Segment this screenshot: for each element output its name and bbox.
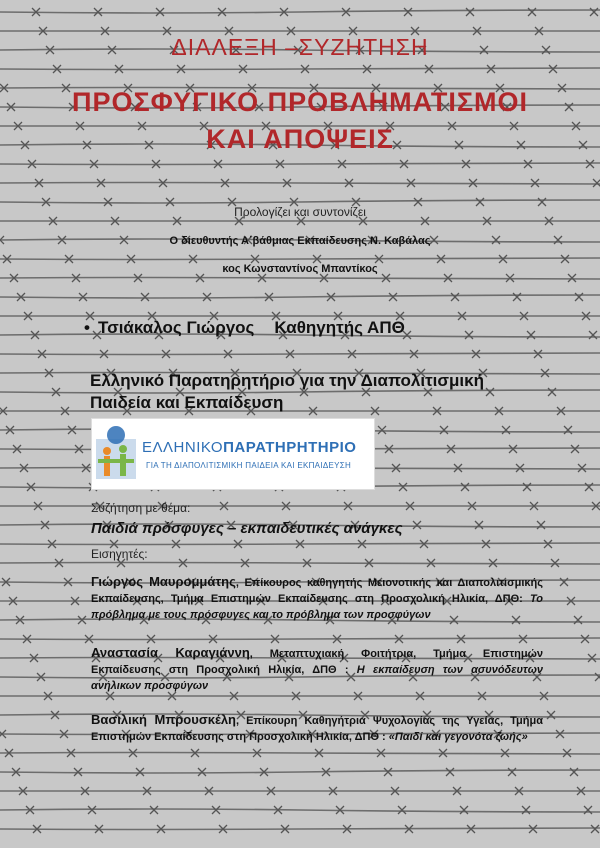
main-speaker-role: Καθηγητής ΑΠΘ [274, 318, 405, 337]
speaker-talk-title: «Παιδί και γεγονότα ζωής» [388, 731, 528, 743]
event-title: ΠΡΟΣΦΥΓΙΚΟ ΠΡΟΒΛΗΜΑΤΙΣΜΟΙ ΚΑΙ ΑΠΟΨΕΙΣ [71, 87, 529, 154]
people-logo-icon [96, 425, 136, 483]
speaker-name: Γιώργος Μαυρομμάτης [91, 574, 236, 589]
speakers-label: Εισηγητές: [91, 547, 148, 561]
speaker-description: , Μεταπτυχιακή Φοιτήτρια, Τμήμα Επιστημών Εκπαίδευσης στη Προσχολική Ηλικία, ΔΠΘ : [91, 648, 543, 676]
main-speaker [84, 318, 405, 338]
speaker-name: Αναστασία Καραγιάννη [91, 645, 250, 660]
speaker-talk-title: Το πρόβλημα με τους πρόσφυγες και το πρόβλημα των προσφύγων [91, 593, 543, 621]
event-kicker: ΔΙΑΛΕΞΗ –ΣΥΖΗΤΗΣΗ [171, 34, 429, 60]
speaker-description: , Επίκουρη Καθηγήτρια Ψυχολογίας της Υγείας, Τμήμα Επιστημών Εκπαίδευσης στη Προσχολική Ηλικία, ΔΠΘ : [91, 715, 543, 743]
organization-name: Ελληνικό Παρατηρητήριο για την Διαπολιτισμική Παιδεία και Εκπαίδευση [90, 371, 485, 412]
coordinator-name: κος Κωνσταντίνος Μπαντίκος [222, 263, 378, 275]
logo-wordmark: ΕΛΛΗΝΙΚΟΠΑΡΑΤΗΡΗΤΗΡΙΟ [142, 439, 357, 456]
speaker-entry [91, 574, 543, 623]
coordinator-role: Ο διευθυντής Α΄βάθμιας Εκπαίδευσης Ν. Καβάλας [169, 235, 431, 247]
main-speaker-name: Τσιάκαλος Γιώργος [97, 318, 255, 337]
speaker-name: Βασιλική Μπρουσκέλη [91, 712, 236, 727]
observatory-logo [91, 418, 375, 490]
speaker-entry [91, 712, 543, 745]
topic-label: Συζήτηση με θέμα: [91, 501, 191, 515]
logo-subtitle: ΓΙΑ ΤΗ ΔΙΑΠΟΛΙΤΙΣΜΙΚΗ ΠΑΙΔΕΙΑ ΚΑΙ ΕΚΠΑΙΔΕΥΣΗ [146, 461, 352, 470]
speaker-talk-title: Η εκπαίδευση των ασυνόδευτων ανήλικων προσφύγων [91, 664, 543, 692]
discussion-topic: Παιδιά πρόσφυγες – εκπαιδευτικές ανάγκες [91, 520, 403, 537]
intro-line: Προλογίζει και συντονίζει [234, 205, 366, 219]
speaker-description: , Επίκουρος καθηγητής Μειονοτικής και Διαπολιτισμικής Εκπαίδευσης, Τμήμα Επιστημών Εκπαίδευσης στη Προσχολική Ηλικία, ΔΠΘ: [91, 577, 543, 605]
bullet-icon: • [84, 318, 90, 337]
speaker-entry [91, 645, 543, 694]
